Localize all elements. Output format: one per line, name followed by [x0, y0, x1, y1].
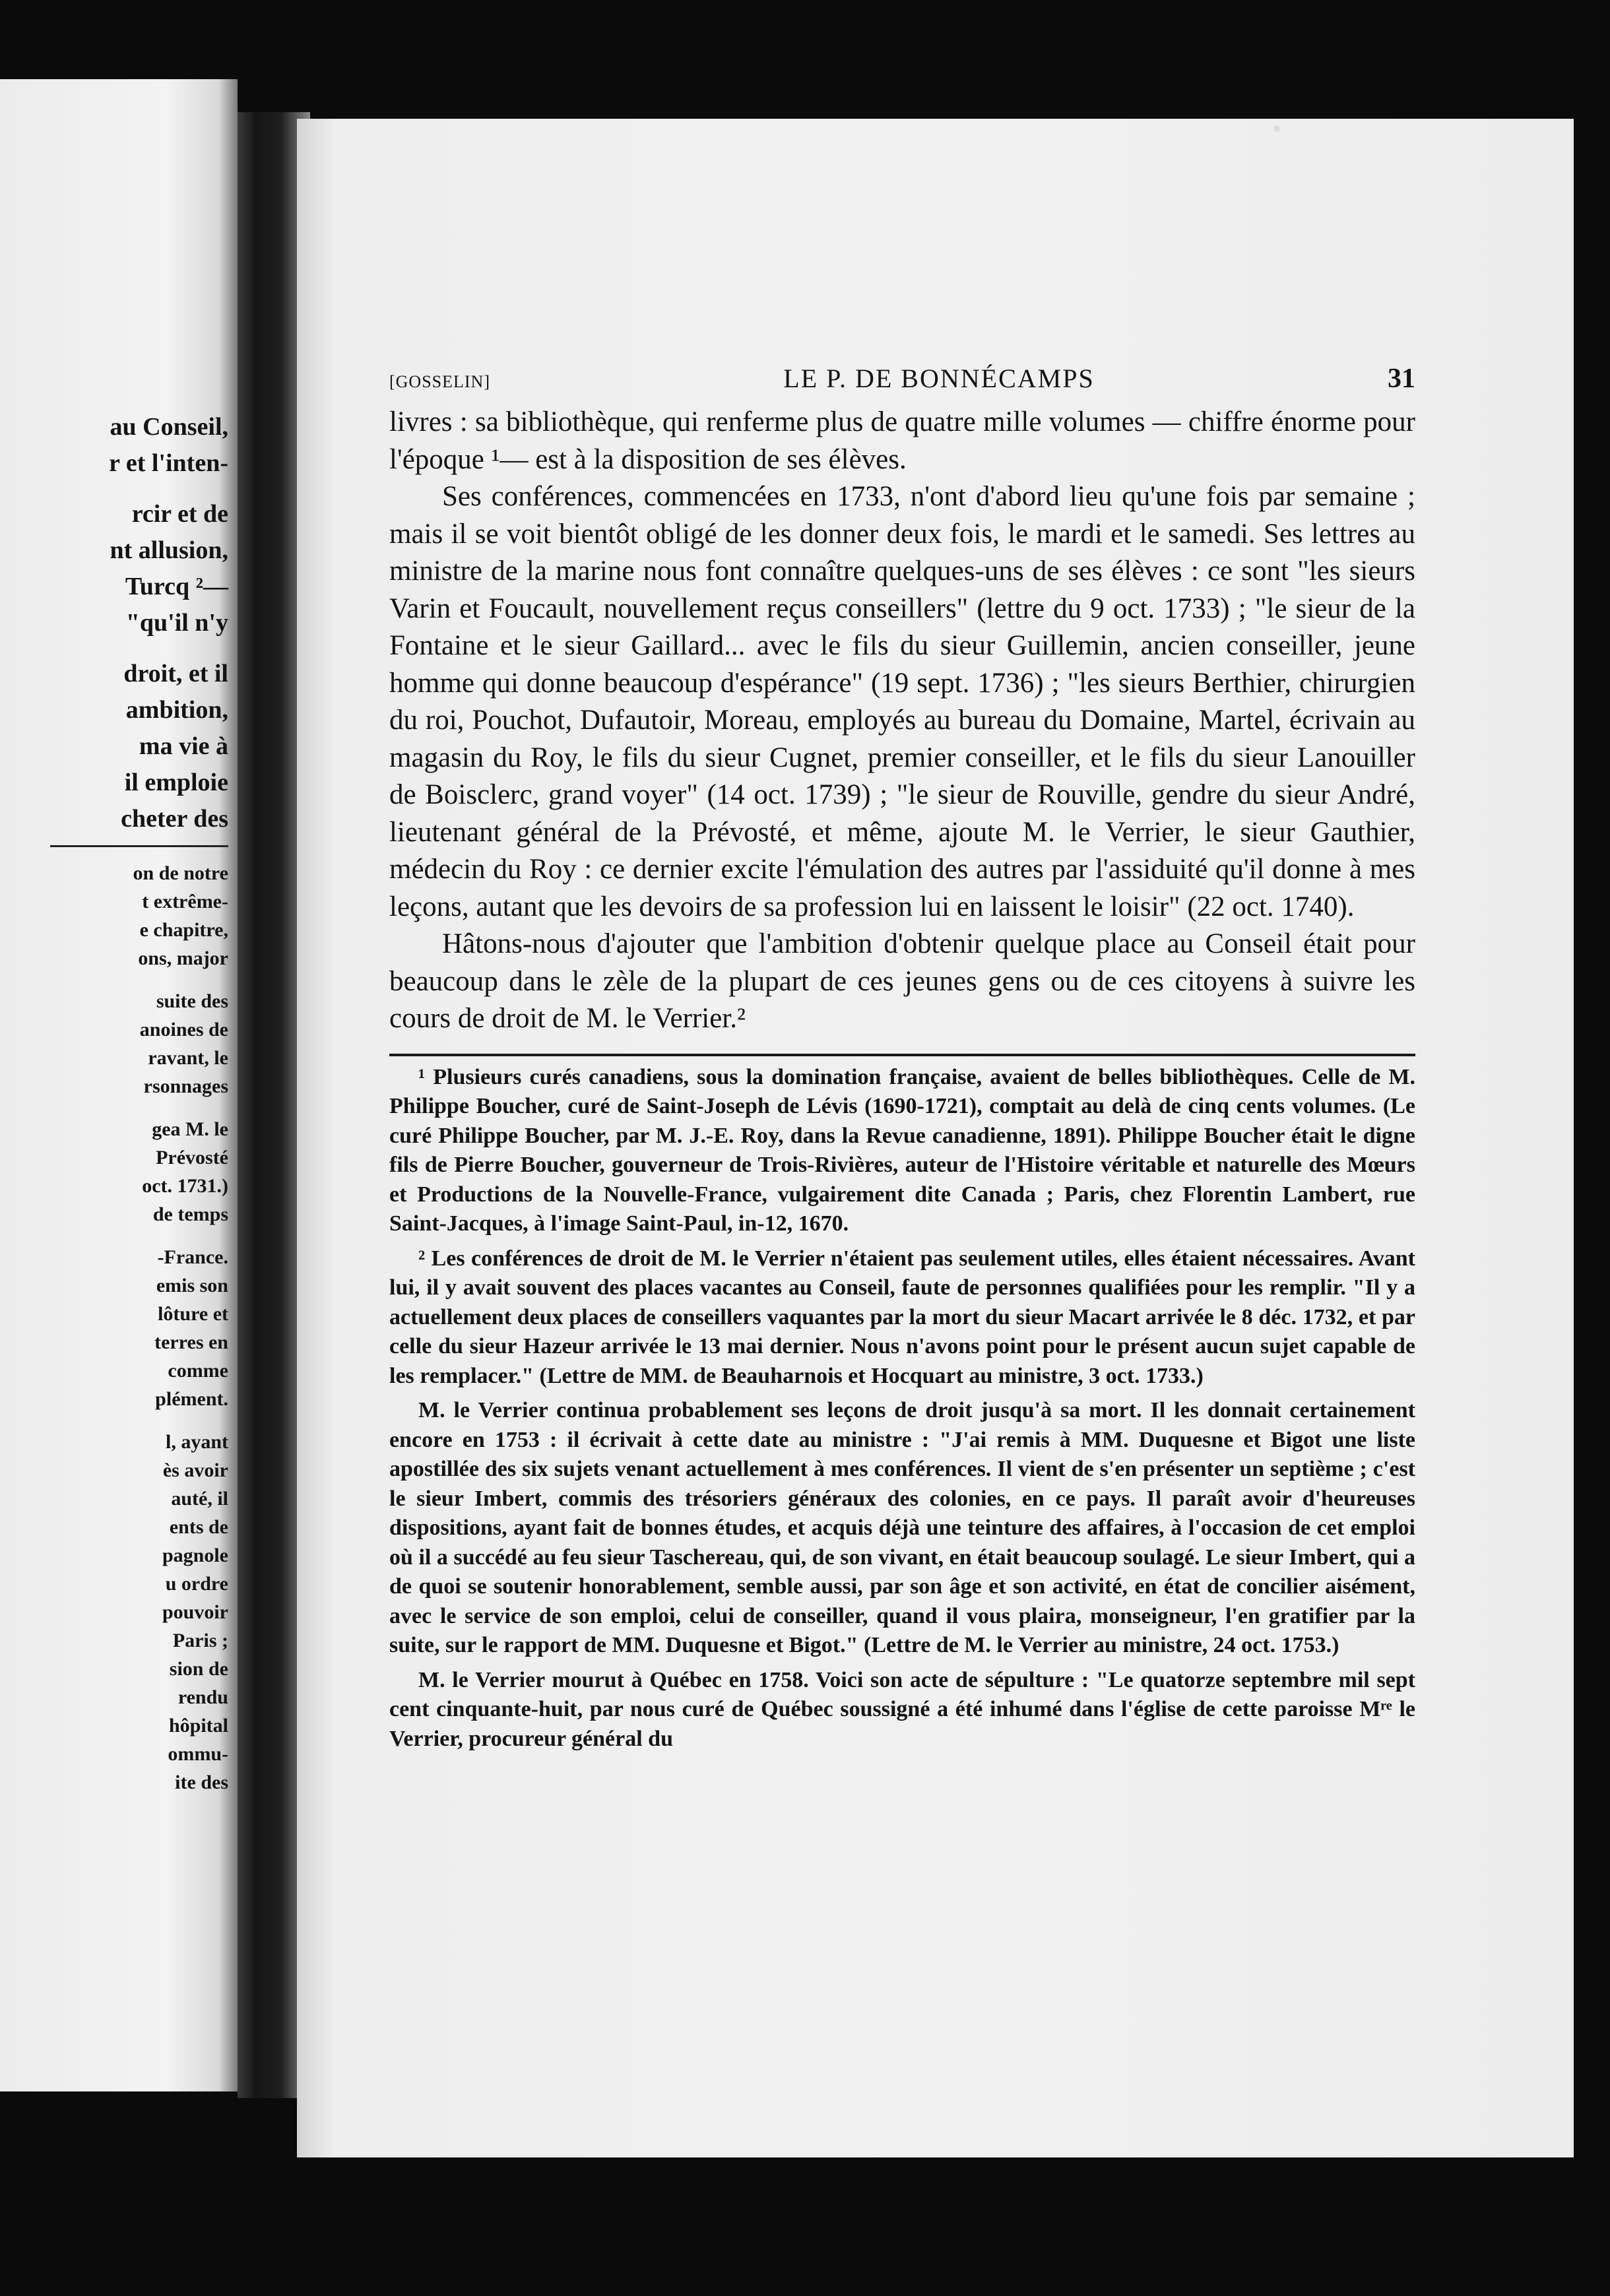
left-page-line: gea M. le [152, 1118, 228, 1140]
left-page-line: il emploie [124, 769, 228, 796]
left-page-line: sion de [169, 1658, 228, 1680]
page-number: 31 [1388, 364, 1415, 394]
paragraph: livres : sa bibliothèque, qui renferme plus de quatre mille volumes — chiffre énorme pour l'époque ¹— est à la disposition de ses élèves. [389, 406, 1415, 475]
left-page-line: de temps [152, 1203, 228, 1225]
left-page-line: anoines de [139, 1019, 228, 1040]
left-page-line: ambition, [125, 696, 228, 724]
right-page [297, 119, 1574, 2157]
main-text [389, 404, 1415, 1038]
running-header [389, 363, 1415, 395]
left-facing-page [0, 79, 238, 2091]
left-page-line: r et l'inten- [109, 449, 228, 477]
footnote: ² Les conférences de droit de M. le Verrier n'étaient pas seulement utiles, elles étaient nécessaires. Avant lui, il y avait souvent des places vacantes au Conseil, faute de personnes qualifiées pour les remplir. "Il y a actuellement deux places de conseillers vaquantes par la mort du sieur Macart arrivée le 8 déc. 1732, et par celle du sieur Hazeur arrivée le 13 mai dernier. Nous n'avons point pour le présent aucun sujet capable de les remplacer." (Lettre de MM. de Beauharnois et Hocquart au ministre, 3 oct. 1733.) [389, 1246, 1415, 1388]
left-page-line: auté, il [171, 1488, 228, 1510]
line-gap [0, 641, 228, 656]
left-page-line: terres en [154, 1331, 228, 1353]
left-page-line: ite des [175, 1771, 228, 1793]
left-page-line: Turcq ²— [125, 573, 228, 600]
left-page-line: suite des [156, 990, 228, 1012]
line-gap [0, 1413, 228, 1428]
left-page-line: pagnole [162, 1545, 228, 1566]
page-content [389, 363, 1415, 1754]
left-page-text [0, 409, 228, 1797]
left-page-line: u ordre [165, 1573, 228, 1595]
footnote: ¹ Plusieurs curés canadiens, sous la domination française, avaient de belles bibliothèques. Celle de M. Philippe Boucher, curé de Saint-Joseph de Lévis (1690-1721), comptait au delà de cinq cents volumes. (Le curé Philippe Boucher, par M. J.-E. Roy, dans la Revue canadienne, 1891). Philippe Boucher était le digne fils de Pierre Boucher, gouverneur de Trois-Rivières, auteur de l'Histoire véritable et naturelle des Mœurs et Productions de la Nouvelle-France, vulgairement dite Canada ; Paris, chez Florentin Lambert, rue Saint-Jacques, à l'image Saint-Paul, in-12, 1670. [389, 1064, 1415, 1236]
footnote: M. le Verrier mourut à Québec en 1758. Voici son acte de sépulture : "Le quatorze septembre mil sept cent cinquante-huit, par nous curé de Québec soussigné a été inhumé dans l'église de cette paroisse Mʳᵉ le Verrier, procureur général du [389, 1667, 1415, 1751]
left-page-line: ommu- [168, 1743, 228, 1765]
left-page-line: oct. 1731.) [142, 1175, 228, 1197]
left-page-line: rendu [177, 1686, 228, 1708]
left-page-line: Prévosté [156, 1147, 228, 1168]
left-page-line: "qu'il n'y [125, 609, 228, 637]
paragraph: Ses conférences, commencées en 1733, n'ont d'abord lieu qu'une fois par semaine ; mais il se voit bientôt obligé de les donner deux fois, le mardi et le samedi. Ses lettres au ministre de la marine nous font connaître quelques-uns de ses élèves : ce sont "les sieurs Varin et Foucault, nouvellement reçus conseillers" (lettre du 9 oct. 1733) ; "le sieur de la Fontaine et le sieur Gaillard... avec le fils du sieur Guillemin, ancien conseiller, jeune homme qui donne beaucoup d'espérance" (19 sept. 1736) ; "les sieurs Berthier, chirurgien du roi, Pouchot, Dufautoir, Moreau, employés au bureau du Domaine, Martel, écrivain au magasin du Roy, le fils du sieur Cugnet, premier conseiller, et le fils du sieur Lanouiller de Boisclerc, grand voyer" (14 oct. 1739) ; "le sieur de Rouville, gendre du sieur André, lieutenant général de la Prévosté, et même, ajoute M. le Verrier, le sieur Gauthier, médecin du Roy : ce dernier excite l'émulation des autres par l'assiduité qu'il donne à mes leçons, autant que les devoirs de sa profession lui en laissent le loisir" (22 oct. 1740). [389, 481, 1415, 922]
left-page-line: ès avoir [162, 1459, 228, 1481]
line-gap [0, 1100, 228, 1115]
footnote: M. le Verrier continua probablement ses leçons de droit jusqu'à sa mort. Il les donnait certainement encore en 1753 : il écrivait à cette date au ministre : "J'ai remis à MM. Duquesne et Bigot une liste apostillée des six sujets venant actuellement à mes conférences. Il vient de s'en présenter un septième ; c'est le sieur Imbert, commis des trésoriers généraux des colonies, en ce pays. Il paraît avoir d'heureuses dispositions, ayant fait de bonnes études, et acquis déjà une teinture des affaires, à l'occasion de cet emploi où il a succédé au feu sieur Taschereau, qui, de son vivant, en était beaucoup soulagé. Le sieur Imbert, qui a de quoi se soutenir honorablement, semble aussi, par son âge et son activité, en état de concilier aisément, avec le service de son emploi, celui de conseiller, quand il vous plaira, monseigneur, l'en gratifier par la suite, sur le rapport de MM. Duquesne et Bigot." (Lettre de M. le Verrier au ministre, 24 oct. 1753.) [389, 1398, 1415, 1657]
footnotes [389, 1063, 1415, 1754]
left-page-line: on de notre [133, 862, 228, 884]
left-footnote-divider [50, 845, 228, 847]
left-page-line: ma vie à [139, 732, 228, 760]
left-page-line: t extrême- [142, 891, 228, 912]
paragraph: Hâtons-nous d'ajouter que l'ambition d'obtenir quelque place au Conseil était pour beaucoup dans le zèle de la plupart de ces jeunes gens ou de ces citoyens à suivre les cours de droit de M. le Verrier.² [389, 928, 1415, 1034]
left-page-line: au Conseil, [110, 413, 228, 441]
left-page-line: nt allusion, [110, 536, 228, 564]
left-page-line: hôpital [168, 1715, 228, 1737]
left-page-line: ons, major [138, 947, 228, 969]
footnote-divider [389, 1054, 1415, 1056]
header-author: [GOSSELIN] [389, 372, 490, 391]
left-page-line: comme [168, 1360, 228, 1382]
left-page-line: e chapitre, [139, 919, 228, 941]
left-page-line: droit, et il [123, 660, 228, 687]
line-gap [0, 482, 228, 496]
left-page-line: ravant, le [148, 1047, 228, 1069]
left-page-line: Paris ; [172, 1630, 228, 1651]
left-page-line: -France. [157, 1246, 228, 1268]
line-gap [0, 973, 228, 987]
left-page-line: lôture et [158, 1303, 228, 1325]
left-page-line: plément. [155, 1388, 228, 1410]
left-page-line: rsonnages [143, 1075, 228, 1097]
line-gap [0, 1228, 228, 1243]
left-page-line: cheter des [121, 805, 228, 833]
left-page-line: rcir et de [131, 500, 228, 528]
left-page-line: pouvoir [162, 1601, 228, 1623]
left-page-line: ents de [169, 1516, 228, 1538]
left-page-line: l, ayant [165, 1431, 228, 1453]
header-title: LE P. DE BONNÉCAMPS [783, 364, 1095, 393]
left-page-line: emis son [156, 1275, 228, 1296]
